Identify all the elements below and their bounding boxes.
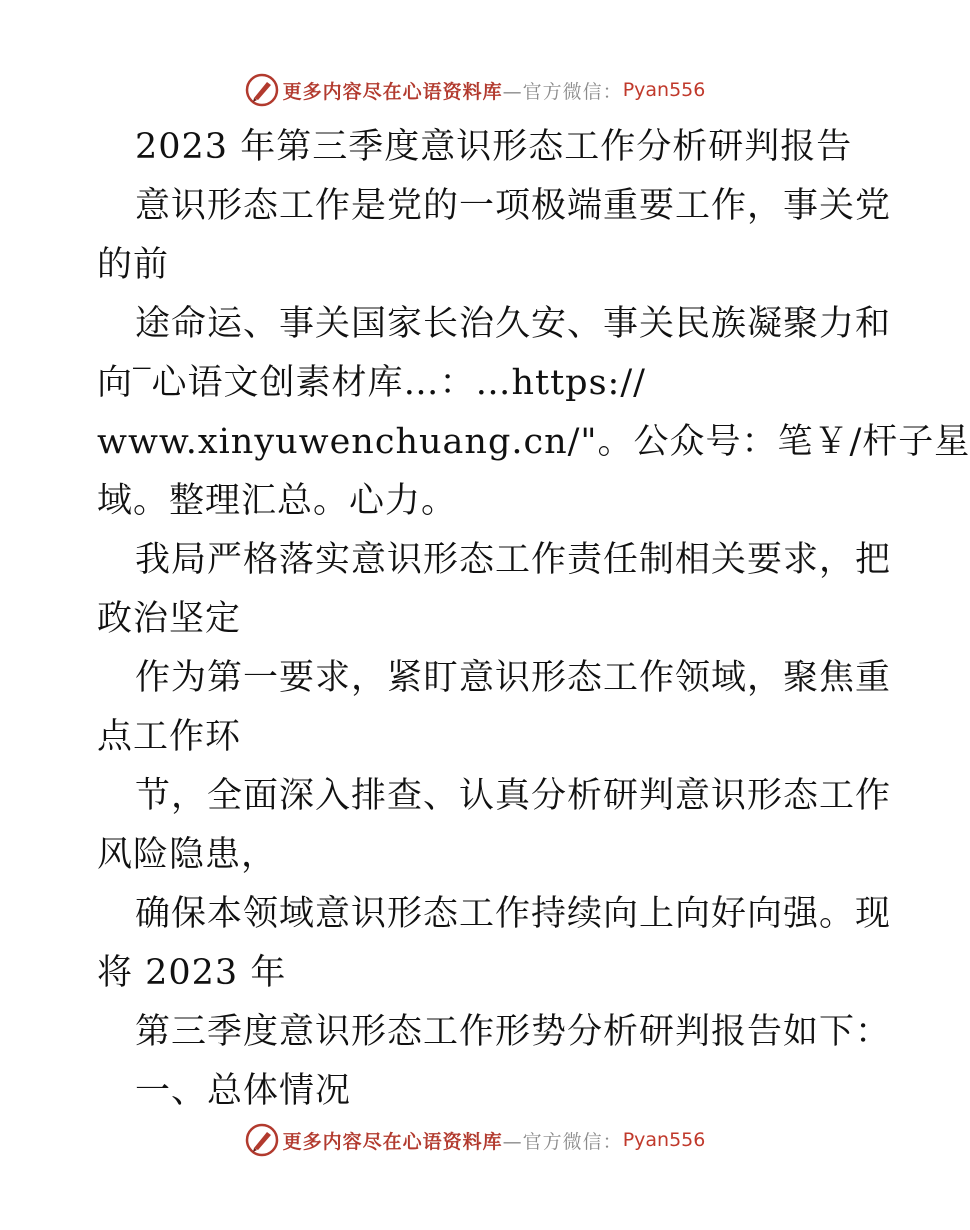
banner-wechat-id: Pyan556 <box>622 79 706 101</box>
banner-tail-text: —官方微信： <box>502 80 623 103</box>
paragraph-line: 点工作环 <box>97 717 242 757</box>
banner-wechat-id: Pyan556 <box>622 1129 706 1151</box>
paragraph-line: 节，全面深入排查、认真分析研判意识形态工作 <box>135 776 892 816</box>
pen-logo-icon <box>245 73 279 107</box>
paragraph-line: 将 2023 年 <box>97 953 287 993</box>
banner-tail-text: —官方微信： <box>502 1130 623 1153</box>
paragraph-line: 确保本领域意识形态工作持续向上向好向强。现 <box>135 894 892 934</box>
paragraph-line: 第三季度意识形态工作形势分析研判报告如下： <box>135 1012 892 1052</box>
paragraph-line: 域。整理汇总。心力。 <box>97 481 458 521</box>
footer-banner <box>0 1120 950 1160</box>
paragraph-line: 我局严格落实意识形态工作责任制相关要求，把 <box>135 540 892 580</box>
paragraph-line: 向‾心语文创素材库…：…https:// <box>97 363 646 403</box>
header-banner <box>0 70 950 110</box>
pen-logo-icon <box>245 1123 279 1157</box>
paragraph-line: 的前 <box>97 245 170 285</box>
paragraph-line: 途命运、事关国家长治久安、事关民族凝聚力和 <box>135 304 892 344</box>
paragraph-line: 风险隐患， <box>97 835 278 875</box>
banner-lead-text: 更多内容尽在心语资料库 <box>282 80 503 103</box>
paragraph-line: www.xinyuwenchuang.cn/"。公众号：笔￥/杆子星 <box>97 422 970 462</box>
document-body <box>97 118 970 1121</box>
paragraph-line: 作为第一要求，紧盯意识形态工作领域，聚焦重 <box>135 658 892 698</box>
document-title: 2023 年第三季度意识形态工作分析研判报告 <box>135 127 853 167</box>
banner-lead-text: 更多内容尽在心语资料库 <box>282 1130 503 1153</box>
section-heading: 一、总体情况 <box>135 1071 352 1111</box>
paragraph-line: 意识形态工作是党的一项极端重要工作，事关党 <box>135 186 892 226</box>
paragraph-line: 政治坚定 <box>97 599 242 639</box>
